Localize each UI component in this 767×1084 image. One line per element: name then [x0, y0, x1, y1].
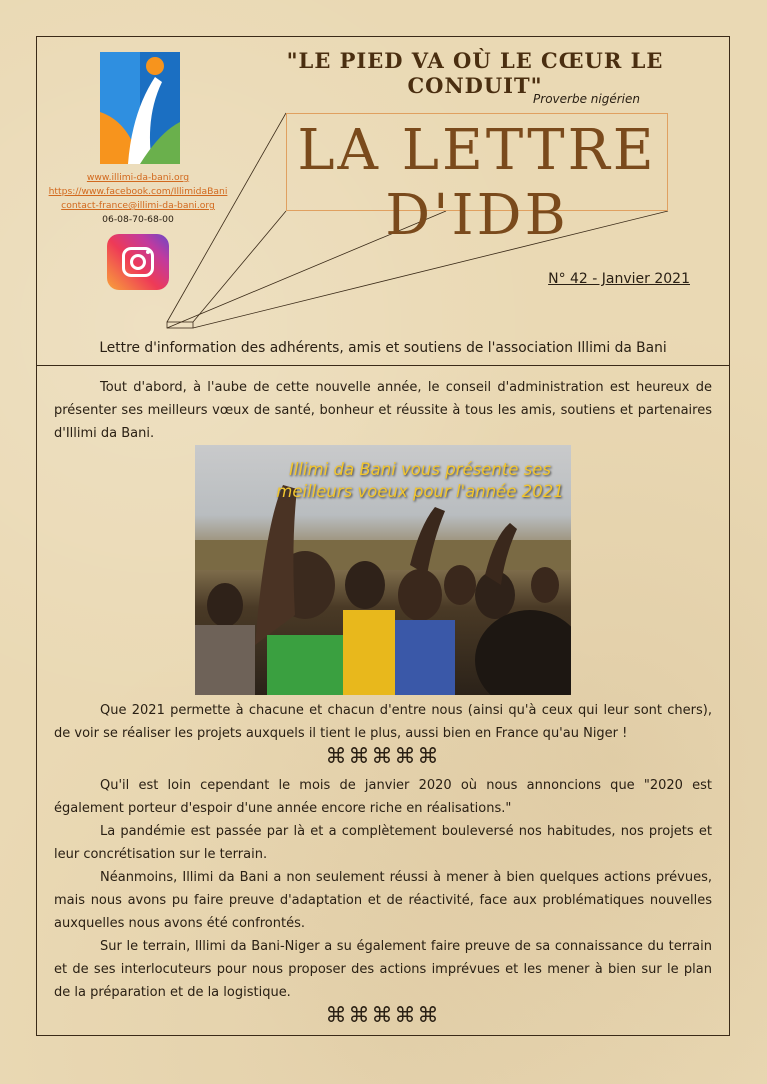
- paragraph-wishes: Que 2021 permette à chacune et chacun d'entre nous (ainsi qu'à ceux qui leur sont chers), de voir se réaliser les projets auxquels il tient le plus, aussi bien en France qu'au Niger !: [54, 703, 712, 741]
- facebook-link[interactable]: https://www.facebook.com/IllimidaBani: [48, 186, 228, 197]
- email-link[interactable]: contact-france@illimi-da-bani.org: [61, 200, 215, 211]
- website-link[interactable]: www.illimi-da-bani.org: [86, 172, 190, 183]
- newsletter-title: LA LETTRE D'IDB: [297, 118, 657, 248]
- proverb-attribution: Proverbe nigérien: [533, 92, 640, 106]
- phone-number: 06-08-70-68-00: [102, 214, 174, 225]
- ornament-divider: ⌘⌘⌘⌘⌘: [325, 744, 441, 768]
- paragraph-actions: Néanmoins, Illimi da Bani a non seulement réussi à mener à bien quelques actions prévues, mais nous avons pu faire preuve d'adaptation et de réactivité, face aux problématiques nouvelles auxquelles nous avons été confrontés.: [54, 870, 712, 931]
- motto: "LE PIED VA OÙ LE CŒUR LE CONDUIT": [286, 48, 664, 98]
- paragraph-intro: Tout d'abord, à l'aube de cette nouvelle année, le conseil d'administration est heureux de présenter ses meilleurs vœux de santé, bonheur et réussite à tous les amis, soutiens et partenaires d'Illimi da Bani.: [54, 380, 712, 441]
- paragraph-january-2020: Qu'il est loin cependant le mois de janvier 2020 où nous annoncions que "2020 est également porteur d'espoir d'une année encore riche en réalisations.": [54, 778, 712, 816]
- photo-caption: Illimi da Bani vous présente ses meilleurs voeux pour l'année 2021: [276, 460, 564, 501]
- ornament-divider-bottom: ⌘⌘⌘⌘⌘: [325, 1003, 441, 1027]
- greetings-photo: [195, 445, 571, 695]
- issue-number: N° 42 - Janvier 2021: [548, 271, 690, 287]
- subtitle: Lettre d'information des adhérents, amis et soutiens de l'association Illimi da Bani: [99, 340, 667, 356]
- paragraph-niger: Sur le terrain, Illimi da Bani-Niger a su également faire preuve de sa connaissance du terrain et de ses interlocuteurs pour nous proposer des actions imprévues et les mener à bien sur le plan de la préparation et de la logistique.: [54, 939, 712, 1000]
- paragraph-pandemic: La pandémie est passée par là et a complètement bouleversé nos habitudes, nos projets et leur concrétisation sur le terrain.: [54, 824, 712, 862]
